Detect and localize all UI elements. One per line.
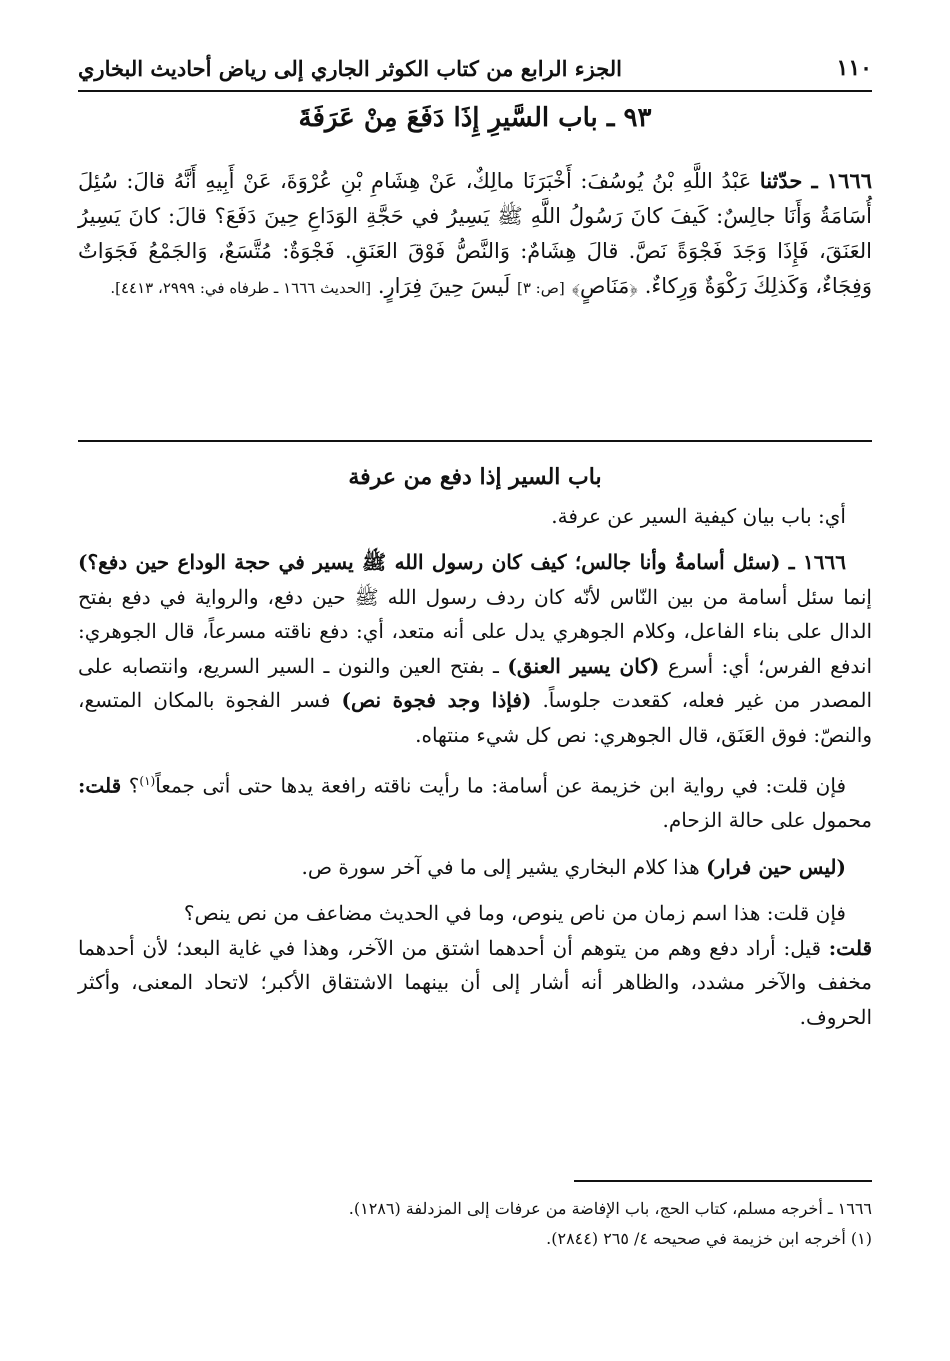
- running-title: الجزء الرابع من كتاب الكوثر الجاري إلى رياض أحاديث البخاري: [78, 55, 622, 81]
- chapter-title: ٩٣ ـ باب السَّيرِ إِذَا دَفَعَ مِنْ عَرَفَةَ: [298, 103, 652, 133]
- bold-quote: (ليس حين فرار): [706, 854, 846, 879]
- commentary-paragraph: (ليس حين فرار) هذا كلام البخاري يشير إلى ما في آخر سورة ص.: [301, 854, 846, 879]
- hadith-body: عَبْدُ اللَّهِ بْنُ يُوسُفَ: أَخْبَرَنَا مالِكٌ، عَنْ هِشَامِ بْنِ عُرْوَةَ، عَنْ أَبِيهِ أَنَّهُ قالَ: سُئِلَ أُسَامَةُ وَأَنَا جالِسٌ: كَيفَ كانَ رَسُولُ اللَّهِ ﷺ يَسِيرُ في حَجَّةِ الوَدَاعِ حِينَ دَفَعَ؟ قالَ: كانَ يَسِيرُ العَنَقَ، فَإِذَا وَجَدَ فَجْوَةً نَصَّ. قالَ هِشَامٌ: وَالنَّصُّ فَوْقَ العَنَقِ. فَجْوَةٌ: مُتَّسَعٌ، وَالجَمْعُ فَجَوَاتٌ وَفِجَاءٌ، وَكَذلِكَ رَكْوَةٌ وَرِكاءٌ. ﴿مَنَاصٍ﴾: [78, 169, 872, 298]
- hadith-number: ١٦٦٦ ـ حدّثنا: [759, 168, 873, 193]
- page-header: [78, 46, 872, 92]
- commentary-paragraph: ١٦٦٦ ـ (سئل أسامةُ وأنا جالس؛ كيف كان رسول الله ﷺ يسير في حجة الوداع حين دفع؟) إنما سئل أسامة من بين النّاس لأنّه كان ردف رسول الله ﷺ حين دفع، والرواية في دفع بفتح الدال على بناء الفاعل، وكلام الجوهري يدل على أنه متعد، أي: دفع ناقته مسرعاً، قال الجوهري: اندفع الفرس؛ أي: أسرع (كان يسير العنق) ـ بفتح العين والنون ـ السير السريع، وانتصابه على المصدر من غير فعله، كقعدت جلوساً. (فإذا وجد فجوة نص) فسر الفجوة بالمكان المتسع، والنصّ: فوق العَنَق، قال الجوهري: نص كل شيء منتهاه.: [78, 550, 873, 747]
- commentary-paragraph: فإن قلت: في رواية ابن خزيمة عن أسامة: ما رأيت ناقته رافعة يدها حتى أتى جمعاً$^{(١)}$؟ قلت: محمول على حالة الزحام.: [78, 773, 872, 833]
- bold-quote: (فإذا وجد فجوة نص): [341, 688, 532, 712]
- commentary-paragraph: أي: باب بيان كيفية السير عن عرفة.: [551, 503, 846, 528]
- hadith-body-end: لَيسَ حِينَ فِرَارٍ.: [377, 274, 511, 298]
- commentary: [78, 460, 872, 1034]
- footnotes: [78, 1194, 872, 1254]
- commentary-paragraph: فإن قلت: هذا اسم زمان من ناص ينوص، وما في الحديث مضاعف من نص ينص؟: [183, 901, 846, 926]
- hadith-text: [78, 163, 872, 306]
- bold-quote: ١٦٦٦ ـ (سئل أسامةُ وأنا جالس؛ كيف كان رسول الله ﷺ يسير في حجة الوداع حين دفع؟): [78, 550, 846, 574]
- ayah-reference: [ص: ٣]: [516, 279, 565, 297]
- commentary-paragraph: قلت: قيل: أراد دفع وهم من يتوهم أن أحدهما اشتق من الآخر، وهذا في غاية البعد؛ لأن أحدهما مخفف والآخر مشدد، والظاهر أنه أشار إلى أن بينهما الاشتقاق الأكبر؛ لاتحاد المعنى، وأكثر الحروف.: [78, 935, 872, 1029]
- hadith-reference: [الحديث ١٦٦٦ ـ طرفاه في: ٢٩٩٩، ٤٤١٣].: [110, 279, 372, 297]
- commentary-heading: باب السير إذا دفع من عرفة: [348, 464, 602, 490]
- footnote: (١) أخرجه ابن خزيمة في صحيحه ٤/ ٢٦٥ (٢٨٤٤).: [546, 1229, 872, 1248]
- footnote-rule: [574, 1180, 872, 1182]
- bold-quote: (كان يسير العنق): [507, 653, 660, 678]
- page-number: ١١٠: [836, 55, 872, 81]
- footnote-marker: (١): [139, 774, 156, 788]
- section-divider: [78, 440, 872, 442]
- footnote: ١٦٦٦ ـ أخرجه مسلم، كتاب الحج، باب الإفاضة من عرفات إلى المزدلفة (١٢٨٦).: [348, 1199, 872, 1218]
